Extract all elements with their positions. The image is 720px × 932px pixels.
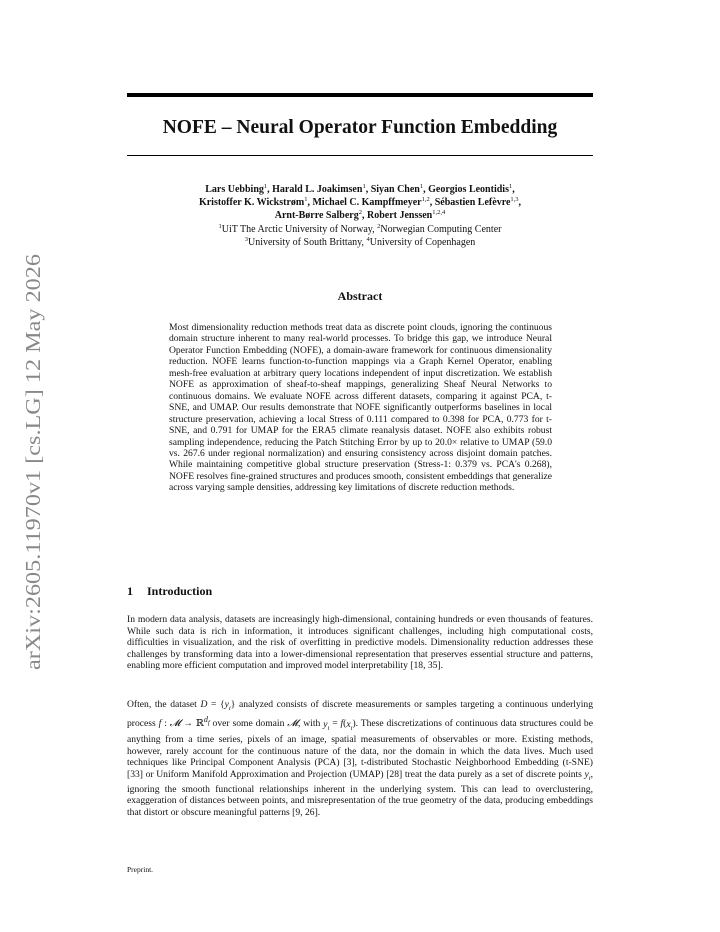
affiliation-line-2: $^3$University of South Brittany, $^4$University of Copenhagen bbox=[244, 235, 476, 248]
para-text: Often, the dataset bbox=[127, 699, 201, 710]
affiliation: University of South Brittany, bbox=[247, 236, 364, 248]
author-line-2: Kristoffer K. Wickstrøm$^1$, Michael C. Kampffmeyer$^{1,2}$, Sébastien Lefèvre$^{1,3}$, bbox=[198, 196, 522, 209]
arxiv-stamp-svg bbox=[8, 252, 54, 672]
author-name: Siyan Chen bbox=[370, 184, 420, 195]
arxiv-stamp-text: arXiv:2605.11970v1 [cs.LG] 12 May 2026 bbox=[21, 309, 45, 670]
title-top-rule bbox=[127, 93, 593, 97]
math-sample: $y_i$ bbox=[323, 718, 330, 732]
affiliation-line-1: $^1$UiT The Arctic University of Norway, $^2$Norwegian Computing Center bbox=[218, 222, 502, 235]
section-number: 1 bbox=[127, 584, 133, 598]
title-bottom-rule bbox=[127, 155, 593, 156]
section-title: Introduction bbox=[147, 584, 213, 598]
intro-paragraph-2: Often, the dataset $D = \{y_i\}$ analyzed consists of discrete measurements or samples targeting a continuous underlying process f : 𝓜 → ℝ$^{d_f}$ over some domain 𝓜, with $y_i = f(x_i)$. These discretizations of continuous data structures could be anything from a time series, pixels of an image, spatial measurements of observables or more. Existing methods, however, rarely account for the continuous nature of the data, nor the domain in which the data lives. Much used techniques like Principal Component Analysis (PCA) [3], t-distributed Stochastic Neighborhood Embedding (t-SNE) [33] or Uniform Manifold Approximation and Projection (UMAP) [28] treat the data purely as a set of discrete points $y_i$, ignoring the smooth functional relationships inherent in the underlying system. This can lead to overclustering, exaggeration of distances between points, and misrepresentation of the true geometry of the data, producing embeddings that distort or obscure meaningful patterns [9, 26]. bbox=[127, 699, 594, 818]
math-point: $y_i$ bbox=[584, 768, 591, 782]
para-text: analyzed consists of discrete measurements or samples targeting a continuous underlying process bbox=[127, 699, 594, 730]
intro-paragraph-1: In modern data analysis, datasets are increasingly high-dimensional, containing hundreds or even thousands of features. While such data is rich in information, it introduces significant challenges, including high computational costs, difficulties in visualization, and the risk of overfitting in predictive models. Dimensionality reduction addresses these challenges by transforming data into a lower-dimensional representation that preserves essential structure and patterns, enabling more efficient computation and improved model interpretability [18, 35]. bbox=[127, 614, 593, 671]
abstract-heading: Abstract bbox=[337, 289, 383, 303]
author-name: Michael C. Kampffmeyer bbox=[312, 197, 422, 209]
author-name: Kristoffer K. Wickstrøm bbox=[198, 197, 305, 209]
author-name: Georgios Leontidis bbox=[428, 184, 509, 195]
author-name: Lars Uebbing bbox=[205, 184, 264, 195]
para-text: over some domain bbox=[209, 718, 288, 730]
para-text: , with bbox=[298, 718, 324, 730]
para-text: . These discretizations of continuous data structures could be anything from a time series, pixels of an image, spatial measurements of observables or more. Existing methods, however, rarely account for the continuous nature of the data, nor the domain in which the data lives. Much used techniques like Principal Component Analysis (PCA) [3], t-distributed Stochastic Neighborhood Embedding (t-SNE) [33] or Uniform Manifold Approximation and Projection (UMAP) [28] treat the data purely as a set of discrete points bbox=[127, 718, 593, 780]
author-line-1: Lars Uebbing$^1$, Harald L. Joakimsen$^1$, Siyan Chen$^1$, Georgios Leontidis$^1$, bbox=[205, 183, 515, 195]
author-line-3: Arnt-Børre Salberg$^2$, Robert Jenssen$^{1,2,4}$ bbox=[274, 209, 446, 222]
paper-title: NOFE – Neural Operator Function Embedding bbox=[162, 117, 558, 138]
math-domain: 𝓜 bbox=[287, 718, 299, 730]
arxiv-side-stamp bbox=[8, 252, 54, 672]
affiliation: University of Copenhagen bbox=[369, 236, 476, 248]
author-name: Harald L. Joakimsen bbox=[272, 184, 363, 195]
section-heading-introduction bbox=[127, 584, 593, 599]
affiliation: Norwegian Computing Center bbox=[380, 223, 502, 235]
author-name: Robert Jenssen bbox=[366, 210, 433, 222]
math-process: f bbox=[158, 718, 162, 730]
abstract-text: Most dimensionality reduction methods treat data as discrete point clouds, ignoring the continuous domain structure inherent to many real-world processes. To bridge this gap, we introduce Neural Operator Function Embedding (NOFE), a domain-aware framework for continuous dimensionality reduction. NOFE learns function-to-function mappings via a Graph Kernel Operator, enabling mesh-free evaluation at arbitrary query locations independent of input discretization. We establish NOFE as approximation of sheaf-to-sheaf mappings, generalizing Sheaf Neural Networks to continuous domains. We evaluate NOFE across different datasets, comparing it against PCA, t-SNE, and UMAP. Our results demonstrate that NOFE significantly outperforms baselines in local structure preservation, achieving a local Stress of 0.111 compared to 0.398 for PCA, 0.773 for t-SNE, and 0.791 for UMAP for the ERA5 climate reanalysis dataset. NOFE also exhibits robust sampling independence, reducing the Patch Stitching Error by up to 20.0× relative to UMAP (59.0 vs. 267.6 under regional normalization) and ensuring consistency across disjoint domain patches. While maintaining competitive global structure preservation (Stress-1: 0.379 vs. PCA's 0.268), NOFE resolves fine-grained structures and produces smooth, consistent embeddings that generalize across varying sample densities, addressing key limitations of discrete reduction methods. bbox=[169, 322, 552, 494]
author-block bbox=[127, 183, 593, 249]
math-dataset: D bbox=[200, 699, 208, 710]
author-name: Sébastien Lefèvre bbox=[434, 197, 511, 209]
affiliation: UiT The Arctic University of Norway, bbox=[221, 223, 375, 235]
preprint-footer: Preprint. bbox=[127, 865, 154, 874]
author-name: Arnt-Børre Salberg bbox=[274, 210, 359, 222]
para-text: , ignoring the smooth functional relationships inherent in the underlying system. This can lead to overclustering, exaggeration of distances between points, and misrepresentation of the true geometry of the data, producing embeddings that distort or obscure meaningful patterns [9, 26]. bbox=[127, 768, 593, 818]
